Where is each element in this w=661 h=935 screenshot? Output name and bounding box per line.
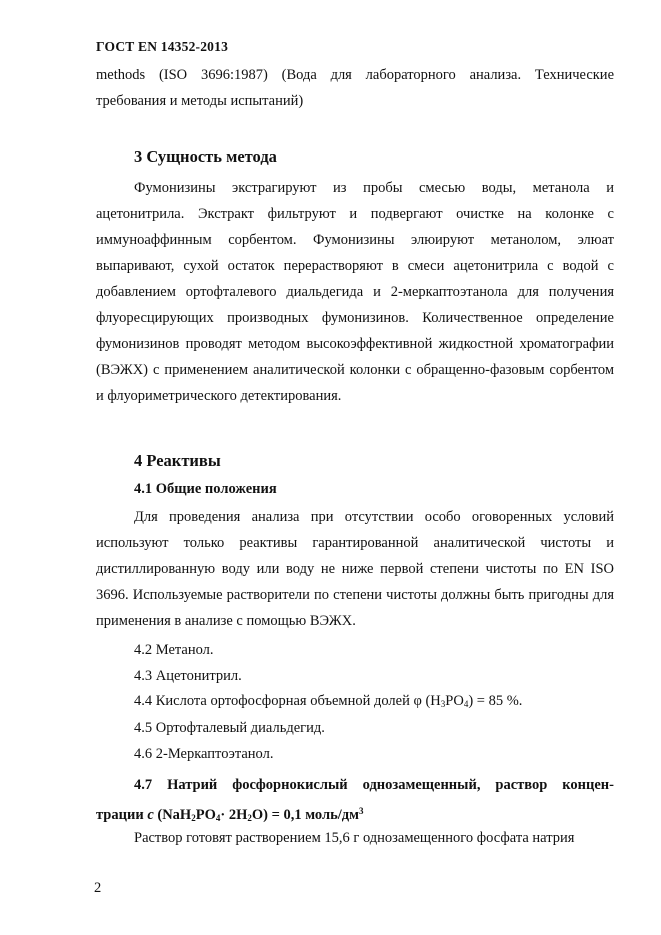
closing-line: Раствор готовят растворением 15,6 г однозамещенного фосфата натрия xyxy=(134,830,575,846)
subsection-4-1-paragraph: Для проведения анализа при отсутствии особо оговоренных условий используют только реактивы гарантированной аналитической чистоты и дистиллированную воду или воду не ниже первой степени чистоты по EN ISO 3696. Используемые растворители по степени чистоты должны быть пригодны для применения в анализе с помощью ВЭЖХ. xyxy=(96,509,614,629)
intro-paragraph: methods (ISO 3696:1987) (Вода для лабораторного анализа. Технические требования и методы испытаний) xyxy=(96,67,614,109)
section-3-title: 3 Сущность метода xyxy=(134,147,277,166)
subsection-4-1-title: 4.1 Общие положения xyxy=(134,481,277,497)
item-4-7-line2: трации c $(NaH_2PO_4\cdot 2H_2O) = 0,1$ моль/$дм^3$ xyxy=(96,806,364,823)
item-4-7-line1: 4.7 Натрий фосфорнокислый однозамещенный, раствор концен- xyxy=(134,777,614,793)
item-4-4: 4.4 Кислота ортофосфорная объемной долей φ $(H_3PO_4) = 85$ %. xyxy=(134,693,523,709)
page-number: 2 xyxy=(94,880,102,896)
document-header: ГОСТ EN 14352-2013 xyxy=(96,39,229,54)
item-4-7 xyxy=(96,772,614,831)
item-4-6: 4.6 2-Меркаптоэтанол. xyxy=(134,746,274,762)
section-4-title: 4 Реактивы xyxy=(134,451,221,470)
section-3-paragraph: Фумонизины экстрагируют из пробы смесью воды, метанола и ацетонитрила. Экстракт фильтруют и подвергают очистке на колонке с иммуноаффинным сорбентом. Фумонизины элюируют метанолом, элюат выпаривают, сухой остаток перерастворяют в смеси ацетонитрила с водой с добавлением ортофталевого диальдегида и 2-меркаптоэтанола для получения флуоресцирующих производных фумонизинов. Количественное определение фумонизинов проводят методом высокоэффективной жидкостной хроматографии (ВЭЖХ) с применением аналитической колонки с обращенно-фазовым сорбентом и флуориметрического детектирования. xyxy=(96,180,614,404)
item-4-5: 4.5 Ортофталевый диальдегид. xyxy=(134,720,325,736)
item-4-2: 4.2 Метанол. xyxy=(134,642,214,658)
item-4-3: 4.3 Ацетонитрил. xyxy=(134,668,242,684)
